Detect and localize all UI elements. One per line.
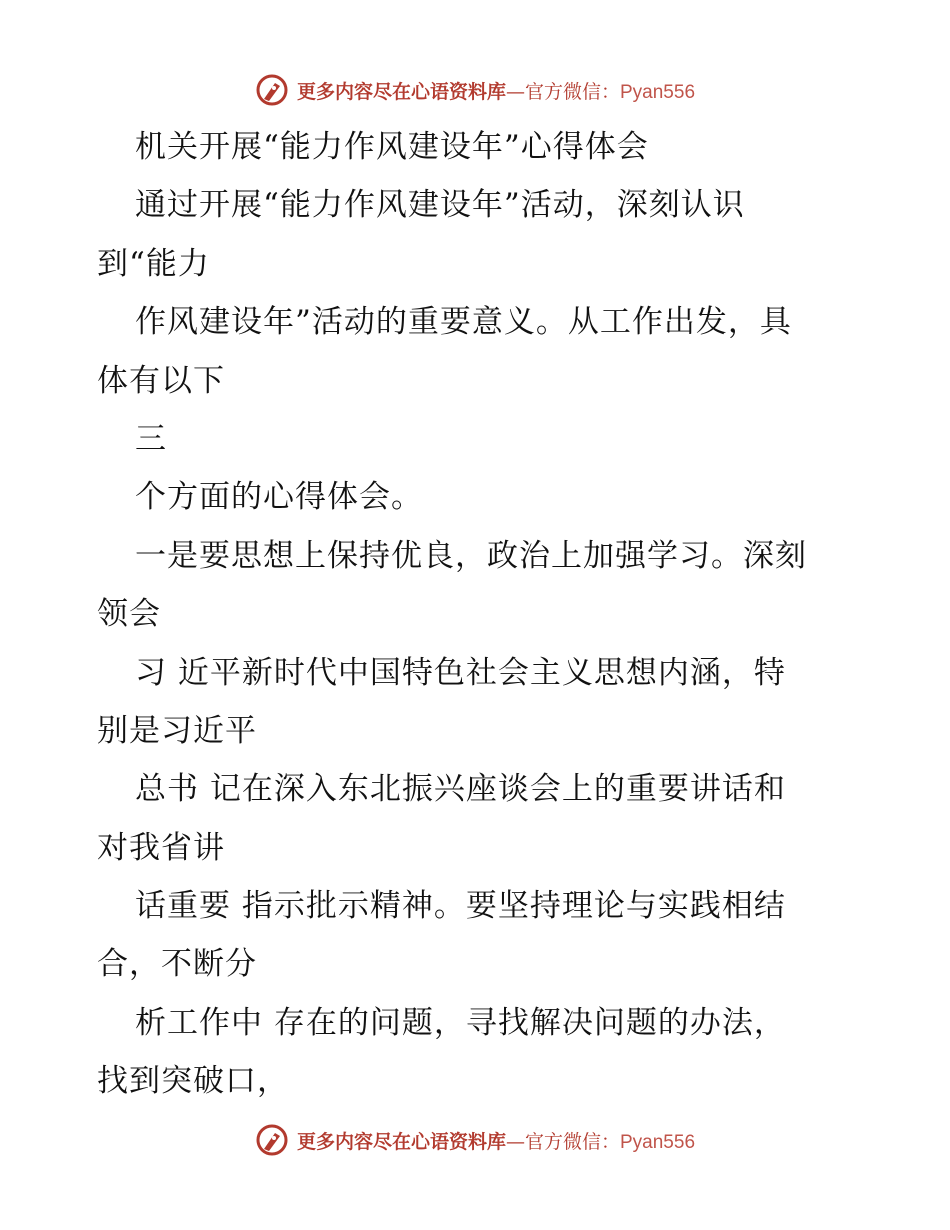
document-line: 合，不断分	[97, 946, 257, 983]
document-line: 作风建设年”活动的重要意义。从工作出发，具	[135, 304, 792, 341]
document-line: 到“能力	[97, 245, 210, 282]
document-line: 析工作中 存在的问题，寻找解决问题的办法，	[135, 1004, 786, 1041]
document-line: 领会	[97, 596, 161, 633]
document-line: 别是习近平	[97, 712, 257, 749]
banner-dash: —	[505, 1130, 525, 1153]
document-line: 机关开展“能力作风建设年”心得体会	[135, 129, 649, 165]
document-line: 三	[135, 420, 167, 457]
banner-main-text: 更多内容尽在心语资料库	[296, 1130, 506, 1153]
pen-nib-logo-icon	[255, 73, 289, 107]
document-line: 通过开展“能力作风建设年”活动，深刻认识	[135, 187, 745, 224]
document-body	[97, 118, 857, 1111]
banner-wechat-label: 官方微信：	[524, 80, 620, 103]
banner-wechat-id: Pyan556	[620, 81, 696, 103]
header-watermark-banner	[0, 70, 950, 110]
document-line: 个方面的心得体会。	[135, 479, 423, 516]
document-line: 话重要 指示批示精神。要坚持理论与实践相结	[135, 888, 786, 925]
banner-dash: —	[505, 80, 525, 103]
pen-nib-logo-icon	[255, 1123, 289, 1157]
document-line: 总书 记在深入东北振兴座谈会上的重要讲话和	[135, 771, 786, 808]
document-line: 对我省讲	[97, 829, 225, 866]
document-line: 找到突破口，	[97, 1063, 289, 1100]
document-line: 习 近平新时代中国特色社会主义思想内涵，特	[135, 654, 786, 691]
footer-watermark-banner	[0, 1120, 950, 1160]
banner-wechat-id: Pyan556	[620, 1131, 696, 1153]
document-line: 体有以下	[97, 362, 225, 399]
banner-text	[297, 77, 695, 104]
banner-text	[297, 1127, 695, 1154]
banner-wechat-label: 官方微信：	[524, 1130, 620, 1153]
document-line: 一是要思想上保持优良，政治上加强学习。深刻	[135, 537, 807, 574]
banner-main-text: 更多内容尽在心语资料库	[296, 80, 506, 103]
